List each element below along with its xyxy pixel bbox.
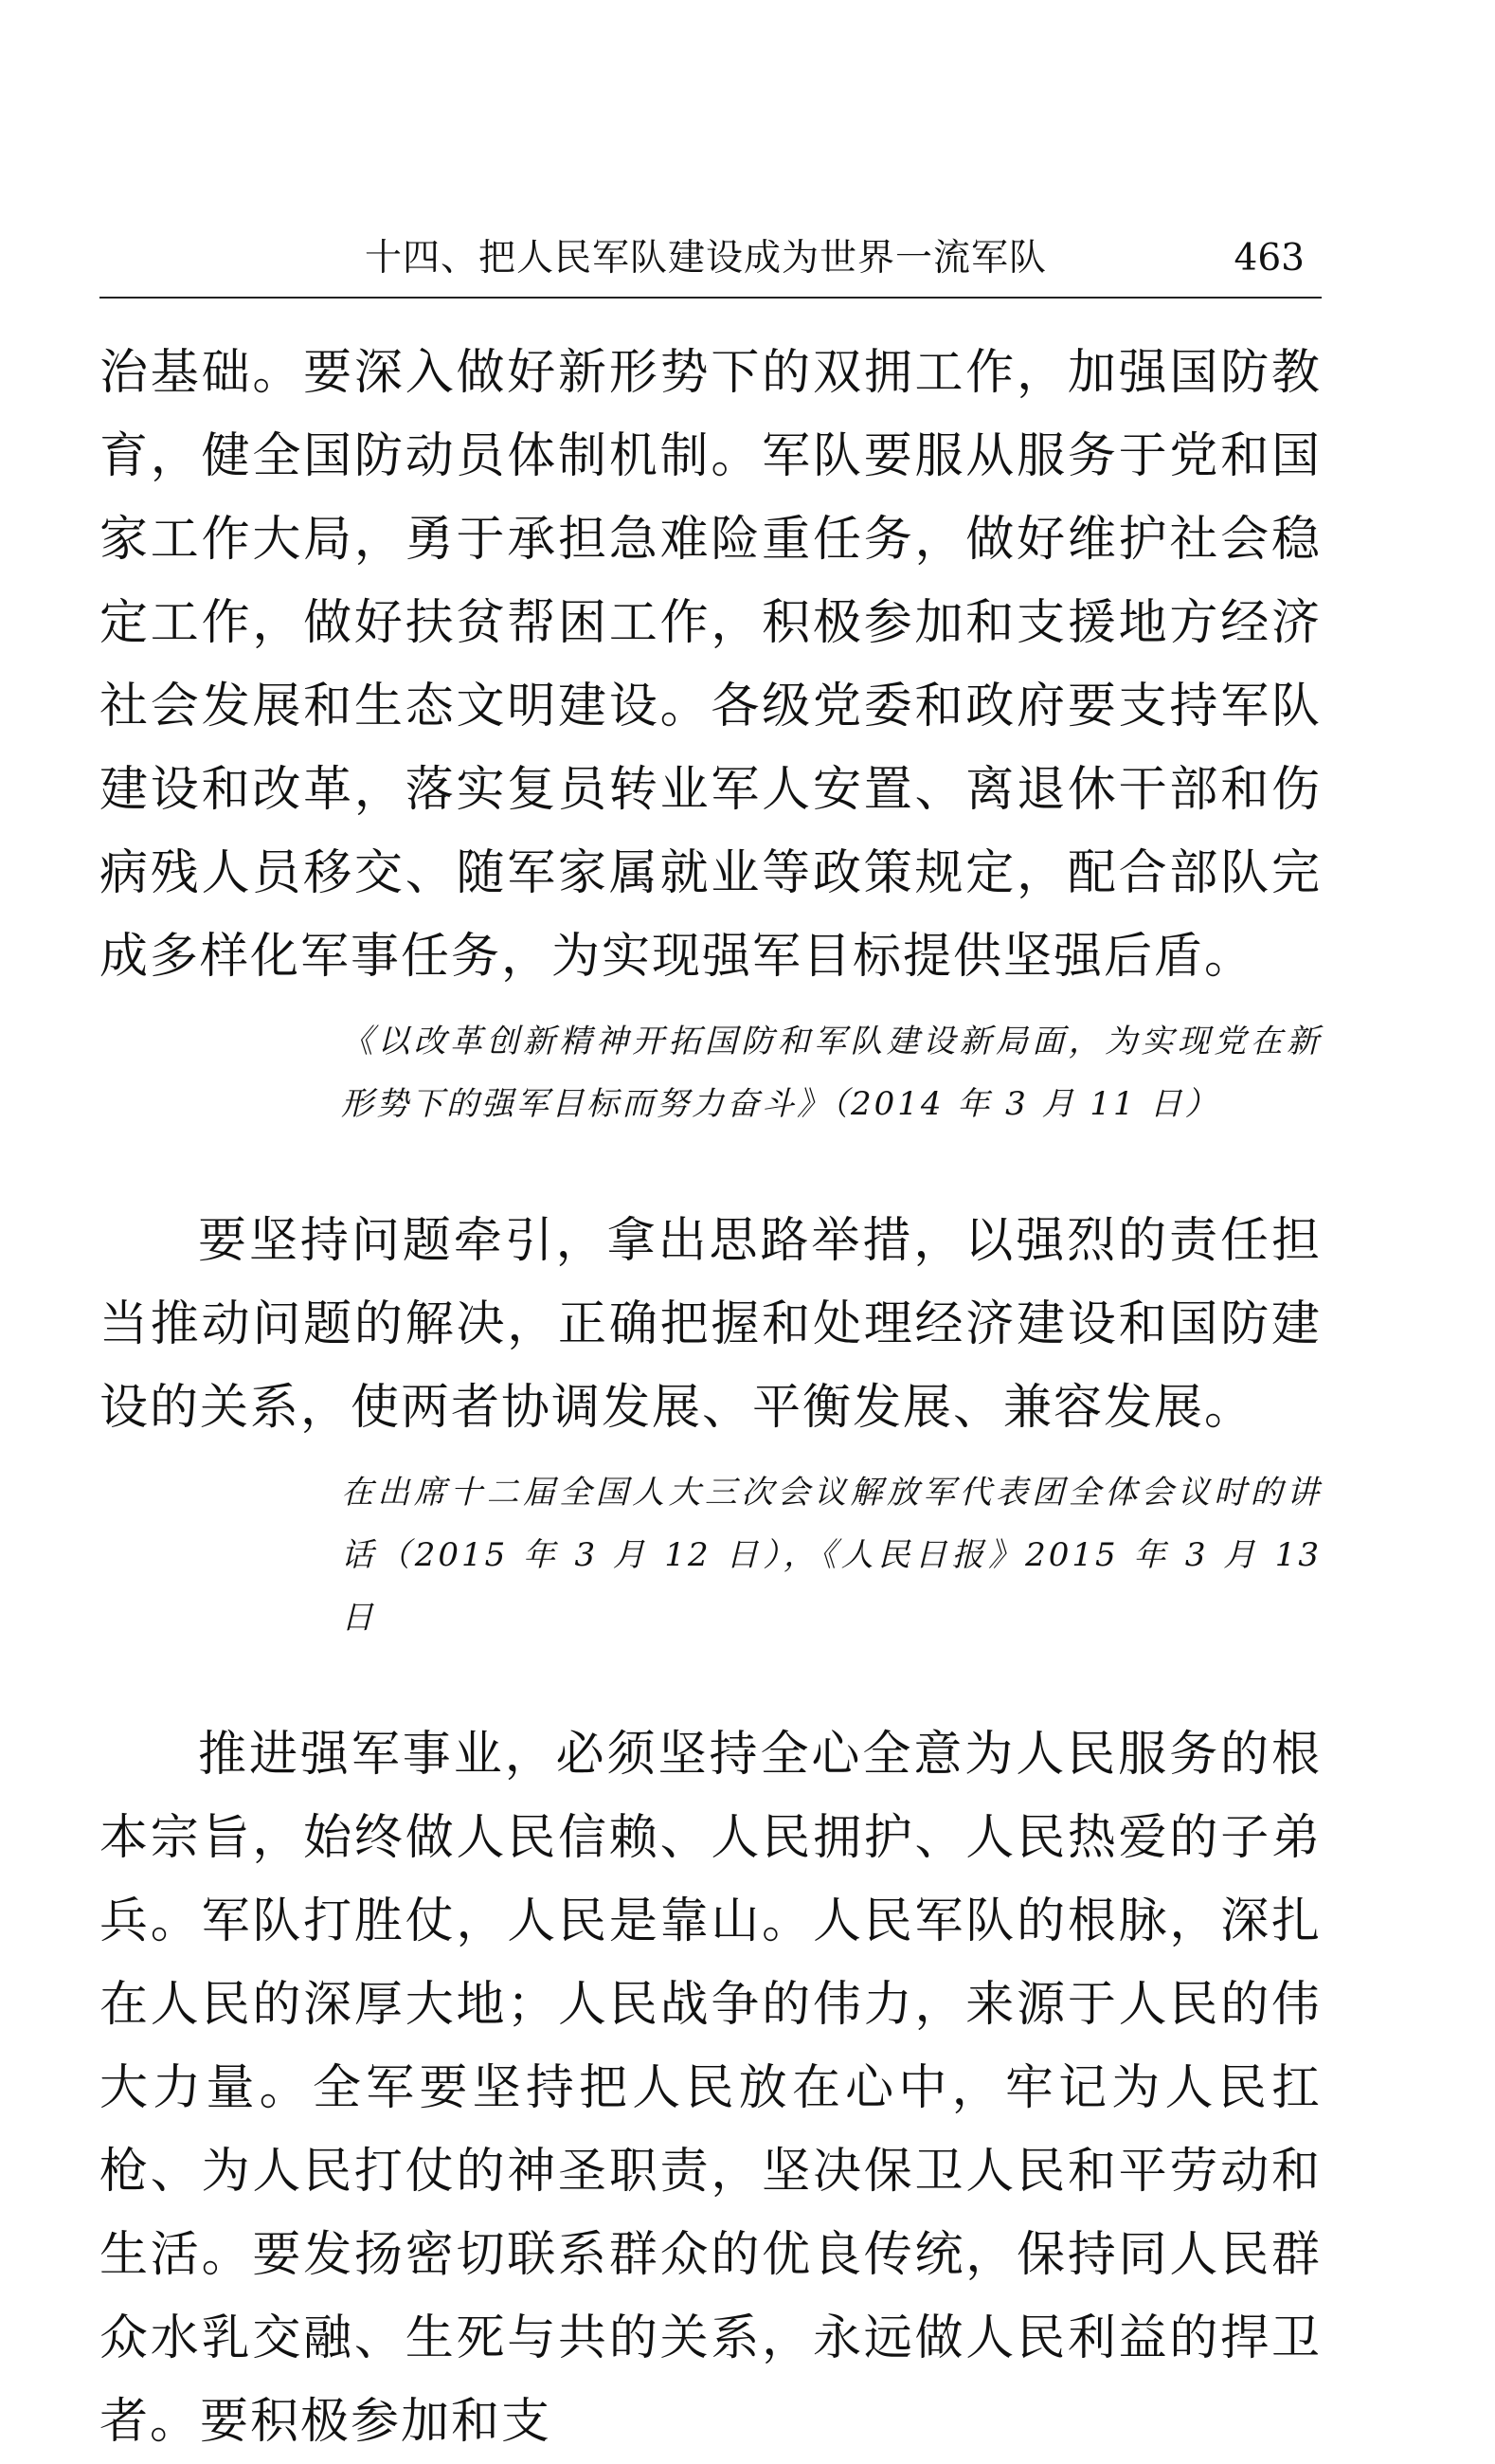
running-header — [99, 235, 1322, 294]
citation-1: 《以改革创新精神开拓国防和军队建设新局面，为实现党在新形势下的强军目标而努力奋斗》（2014 年 3 月 11 日） — [341, 1023, 1322, 1123]
chapter-title: 十四、把人民军队建设成为世界一流军队 — [365, 237, 1048, 280]
paragraph-1: 治基础。要深入做好新形势下的双拥工作，加强国防教育，健全国防动员体制机制。军队要服从服务于党和国家工作大局，勇于承担急难险重任务，做好维护社会稳定工作，做好扶贫帮困工作，积极参加和支援地方经济社会发展和生态文明建设。各级党委和政府要支持军队建设和改革，落实复员转业军人安置、离退休干部和伤病残人员移交、随军家属就业等政策规定，配合部队完成多样化军事任务，为实现强军目标提供坚强后盾。 — [99, 345, 1322, 985]
paragraph-2: 要坚持问题牵引，拿出思路举措，以强烈的责任担当推动问题的解决，正确把握和处理经济建设和国防建设的关系，使两者协调发展、平衡发展、兼容发展。 — [99, 1213, 1322, 1436]
paragraph-3: 推进强军事业，必须坚持全心全意为人民服务的根本宗旨，始终做人民信赖、人民拥护、人民热爱的子弟兵。军队打胜仗，人民是靠山。人民军队的根脉，深扎在人民的深厚大地；人民战争的伟力，来源于人民的伟大力量。全军要坚持把人民放在心中，牢记为人民扛枪、为人民打仗的神圣职责，坚决保卫人民和平劳动和生活。要发扬密切联系群众的优良传统，保持同人民群众水乳交融、生死与共的关系，永远做人民利益的捍卫者。要积极参加和支 — [99, 1727, 1322, 2450]
page-body — [99, 332, 1322, 2464]
header-rule — [99, 297, 1322, 299]
citation-2: 在出席十二届全国人大三次会议解放军代表团全体会议时的讲话（2015 年 3 月 12 日），《人民日报》2015 年 3 月 13 日 — [341, 1474, 1322, 1637]
page-number: 463 — [1234, 237, 1305, 280]
